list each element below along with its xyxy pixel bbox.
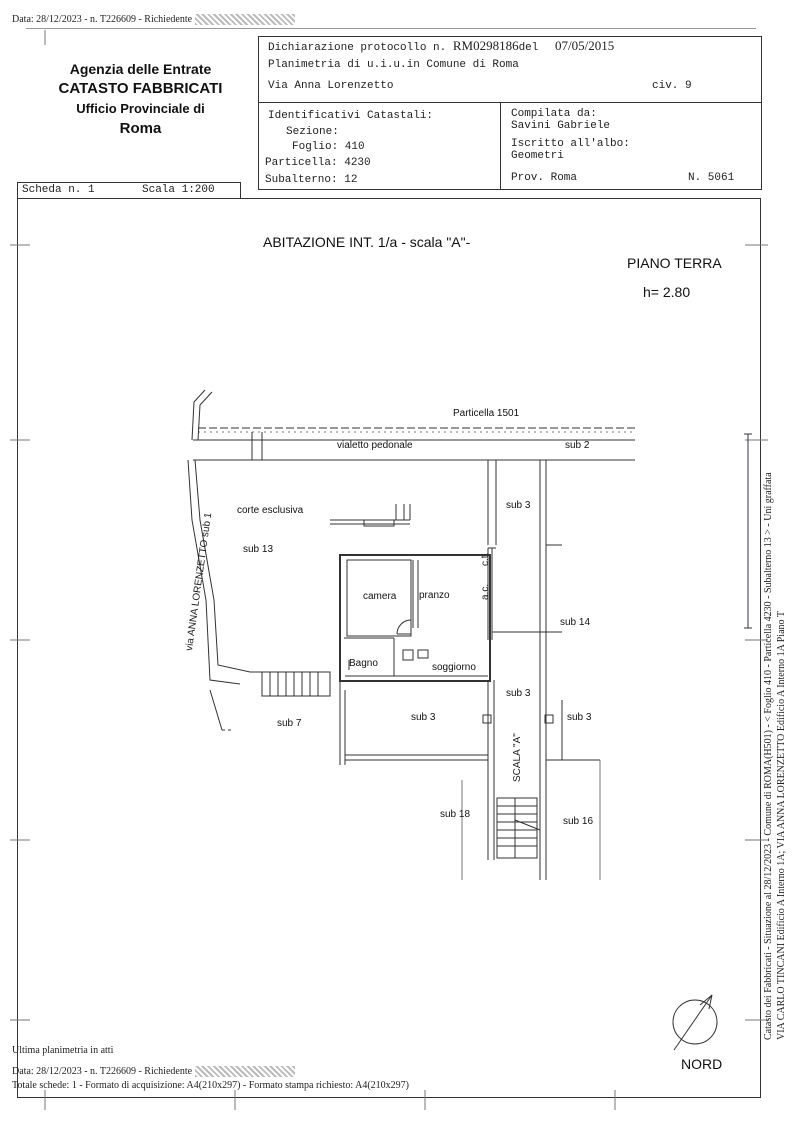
- side-text-1: Catasto dei Fabbricati - Situazione al 28/12/2023 - Comune di ROMA(H501) - < Foglio 410 - Particella 4230 - Subalterno 13 > - Uni graffata: [763, 472, 774, 1040]
- planimetria: Planimetria di u.i.u.in Comune di Roma: [268, 59, 519, 71]
- label-sub3-right: sub 3: [567, 712, 592, 723]
- label-corte: corte esclusiva: [237, 505, 304, 516]
- label-soggiorno: soggiorno: [432, 662, 476, 673]
- provincia: Prov. Roma: [511, 172, 578, 184]
- agency-office: Ufficio Provinciale di: [76, 101, 205, 116]
- side-text-2: VIA CARLO TINCANI Edificio A Interno 1A; VIA ANNA LORENZETTO Edificio A Interno 1A Piano T: [776, 611, 787, 1040]
- scheda-scala: Scala 1:200: [142, 184, 215, 196]
- label-scala-a: SCALA "A": [512, 733, 523, 782]
- label-sub18: sub 18: [440, 809, 471, 820]
- label-sub16: sub 16: [563, 816, 594, 827]
- label-vialetto: vialetto pedonale: [337, 440, 413, 451]
- footer-ultima: Ultima planimetria in atti: [12, 1045, 114, 1056]
- identificativi-title: Identificativi Catastali:: [268, 110, 434, 122]
- compilata-name: Savini Gabriele: [511, 120, 611, 132]
- protocollo: RM0298186: [452, 38, 519, 53]
- protocol-date: 07/05/2015: [555, 38, 615, 53]
- footer-data-text: Data: 28/12/2023 - n. T226609 - Richiedente: [12, 1066, 193, 1077]
- iscritto-label: Iscritto all'albo:: [511, 138, 630, 150]
- label-sub14: sub 14: [560, 617, 591, 628]
- particella: Particella: 4230: [265, 157, 371, 169]
- subalterno: Subalterno: 12: [265, 174, 358, 186]
- footer-redacted-requester: [195, 1066, 295, 1077]
- dichiarazione-label: Dichiarazione protocollo n.: [268, 42, 447, 54]
- civico: civ. 9: [652, 80, 692, 92]
- agency-name: Agenzia delle Entrate: [69, 61, 212, 77]
- label-camera: camera: [363, 591, 397, 602]
- label-sub3-left: sub 3: [411, 712, 436, 723]
- footer-data: [12, 1066, 295, 1077]
- label-ct: c.t.: [480, 552, 491, 566]
- sezione: Sezione:: [286, 126, 339, 138]
- scheda-label: Scheda n. 1: [22, 184, 95, 196]
- plan-title: ABITAZIONE INT. 1/a - scala "A"-: [263, 234, 471, 250]
- altezza-label: h= 2.80: [643, 284, 691, 300]
- label-ac: a.c.: [480, 583, 491, 600]
- top-meta-text: Data: 28/12/2023 - n. T226609 - Richiedente: [12, 14, 193, 25]
- label-via-lorenzetto: via ANNA LORENZETTO sub 1: [184, 512, 215, 652]
- agency-city: Roma: [119, 120, 162, 137]
- label-pranzo: pranzo: [419, 590, 450, 601]
- del-label: del: [518, 42, 539, 54]
- label-sub2: sub 2: [565, 440, 590, 451]
- compilata-title: Compilata da:: [511, 108, 597, 120]
- label-sub3-mid: sub 3: [506, 688, 531, 699]
- label-sub13: sub 13: [243, 544, 274, 555]
- label-bagno: Bagno: [349, 658, 378, 669]
- via-header: Via Anna Lorenzetto: [268, 80, 394, 92]
- label-particella-1501: Particella 1501: [453, 408, 520, 419]
- albo: Geometri: [511, 150, 564, 162]
- footer-totale: Totale schede: 1 - Formato di acquisizione: A4(210x297) - Formato stampa richiesto: A4(210x297): [12, 1080, 409, 1091]
- label-sub3-top: sub 3: [506, 500, 531, 511]
- albo-number: N. 5061: [688, 172, 735, 184]
- piano-label: PIANO TERRA: [627, 255, 722, 271]
- foglio: Foglio: 410: [292, 141, 365, 153]
- label-sub7: sub 7: [277, 718, 302, 729]
- agency-catasto: CATASTO FABBRICATI: [58, 80, 223, 97]
- nord-label: NORD: [681, 1056, 723, 1072]
